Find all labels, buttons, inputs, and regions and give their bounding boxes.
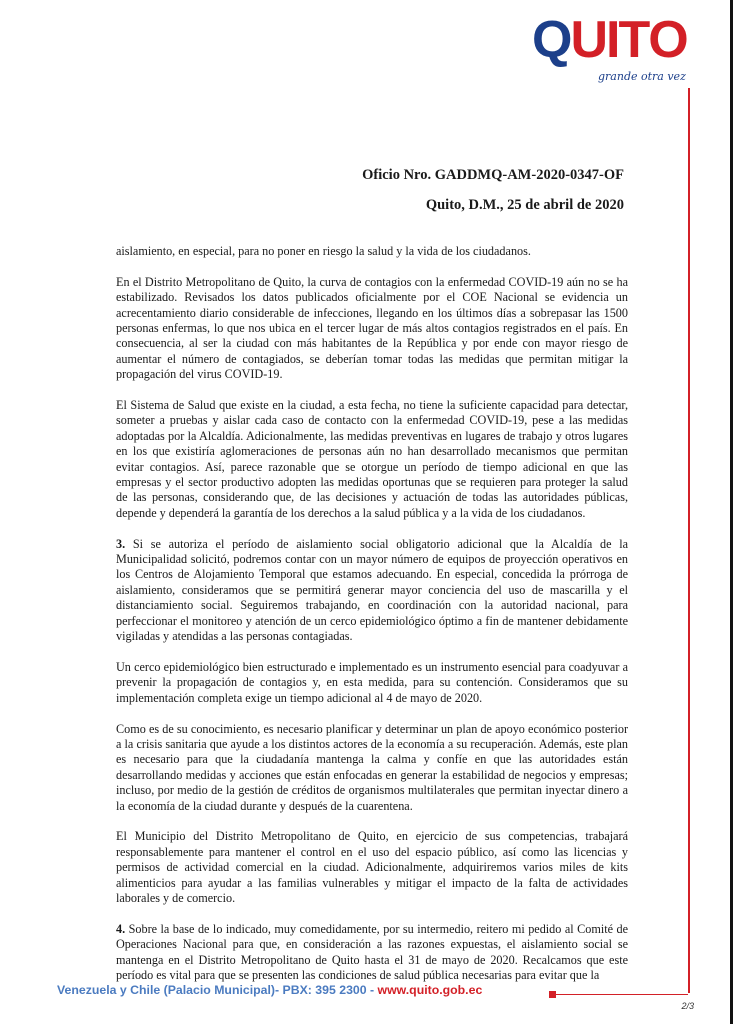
paragraph-6: Como es de su conocimiento, es necesario planificar y determinar un plan de apoyo económico posterior a la crisis sanitaria que ayude a los distintos actores de la economía a su recuperación. Además, este plan es necesario para que la ciudadanía mantenga la calma y confíe en que las autoridades están desarrollando medidas y acciones que están enfocadas en generar la estabilidad de negocios y empresas; incluso, por medio de la gestión de créditos de organismos multilaterales que permitan inyectar dinero a la economía de la ciudad durante y después de la cuarentena.	[116, 721, 628, 813]
logo-wordmark	[532, 10, 687, 70]
paragraph-8-text: Sobre la base de lo indicado, muy comedidamente, por su intermedio, reitero mi pedido al Comité de Operaciones Nacional para que, en consideración a las razones expuestas, el aislamiento social se mantenga en el Distrito Metropolitano de Quito hasta el 31 de mayo de 2020. Recalcamos que este período es vital para que se presenten las condiciones de salud pública necesarias para evitar que la	[116, 921, 628, 982]
logo-letter-i: I	[606, 11, 619, 69]
paragraph-7: El Municipio del Distrito Metropolitano de Quito, en ejercicio de sus competencias, trabajará responsablemente para mantener el control en el uso del espacio público, así como las licencias y permisos de actividad comercial en la ciudad. Adicionalmente, adquiriremos varios miles de kits alimenticios para ayudar a las familias vulnerables y mitigar el impacto de la falta de actividades laborales y de comercio.	[116, 829, 628, 905]
page-number: 2/3	[681, 1001, 694, 1011]
footer-address: Venezuela y Chile (Palacio Municipal)- PBX: 395 2300 -	[57, 983, 378, 997]
paragraph-2: En el Distrito Metropolitano de Quito, la curva de contagios con la enfermedad COVID-19 aún no se ha estabilizado. Revisados los datos publicados oficialmente por el COE Nacional se evidencia un acrecentamiento diario considerable de infecciones, llegando en los últimos días a sobrepasar las 1500 personas enfermas, lo que nos ubica en el tercer lugar de más altos contagios registrados en el país. En consecuencia, al ser la ciudad con más habitantes de la República y por ende con mayor riesgo de aumentar el número de contagiados, se deberían tomar todas las medidas que permitan mitigar la propagación del virus COVID-19.	[116, 274, 628, 382]
paragraph-8	[116, 922, 628, 984]
paragraph-5: Un cerco epidemiológico bien estructurado e implementado es un instrumento esencial para coadyuvar a prevenir la propagación de contagios y, en esta medida, para su contención. Consideramos que su implementación completa exige un tiempo adicional al 4 de mayo de 2020.	[116, 659, 628, 705]
paragraph-8-number: 4.	[116, 921, 126, 936]
document-date: Quito, D.M., 25 de abril de 2020	[425, 197, 624, 213]
paragraph-4	[116, 537, 628, 645]
paragraph-1: aislamiento, en especial, para no poner en riesgo la salud y la vida de los ciudadanos.	[116, 244, 531, 258]
logo-letter-q: Q	[532, 11, 571, 69]
quito-logo	[532, 10, 692, 92]
footer-contact	[57, 983, 482, 997]
paragraph-3: El Sistema de Salud que existe en la ciudad, a esta fecha, no tiene la suficiente capacidad para detectar, someter a pruebas y aislar cada caso de contacto con la enfermedad COVID-19, pese a las medidas adoptadas por la Alcaldía. Adicionalmente, las medidas preventivas en lugares de trabajo y otros lugares en los que existiría aglomeraciones de personas aún no han desarrollado mecanismos que permitan evitar contagios. Así, parece razonable que se otorgue un período de tiempo adicional en que las empresas y el sector productivo adopten las medidas oportunas que se requieren para proteger la salud de las personas, considerando que, de las decisiones y actuación de todas las autoridades públicas, depende y dependerá la garantía de los derechos a la salud pública y a la vida de los ciudadanos.	[116, 398, 628, 520]
paragraph-4-text: Si se autoriza el período de aislamiento social obligatorio adicional que la Alcaldía de la Municipalidad solicitó, podremos contar con un mayor número de equipos de proyección operativos en los Centros de Alojamiento Temporal que estamos adecuando. En especial, concedida la prórroga de aislamiento, consideramos que se permitirá generar mayor conciencia del uso de mascarilla y el distanciamiento social. Seguiremos trabajando, en coordinación con la autoridad nacional, para perfeccionar el monitoreo y atención de un cerco epidemiológico óptimo a fin de mantener debidamente vigiladas y atendidas a las personas contagiadas.	[116, 536, 628, 644]
logo-letter-u: U	[570, 11, 607, 69]
logo-tagline: grande otra vez	[598, 70, 686, 83]
paragraph-4-number: 3.	[116, 536, 126, 551]
margin-red-line	[688, 88, 690, 993]
footer-red-line	[553, 994, 688, 995]
document-reference: Oficio Nro. GADDMQ-AM-2020-0347-OF	[362, 167, 624, 183]
footer-url[interactable]: www.quito.gob.ec	[377, 983, 483, 997]
letter-body	[116, 244, 628, 999]
logo-letter-t: T	[618, 11, 649, 69]
logo-letter-o: O	[648, 11, 687, 69]
